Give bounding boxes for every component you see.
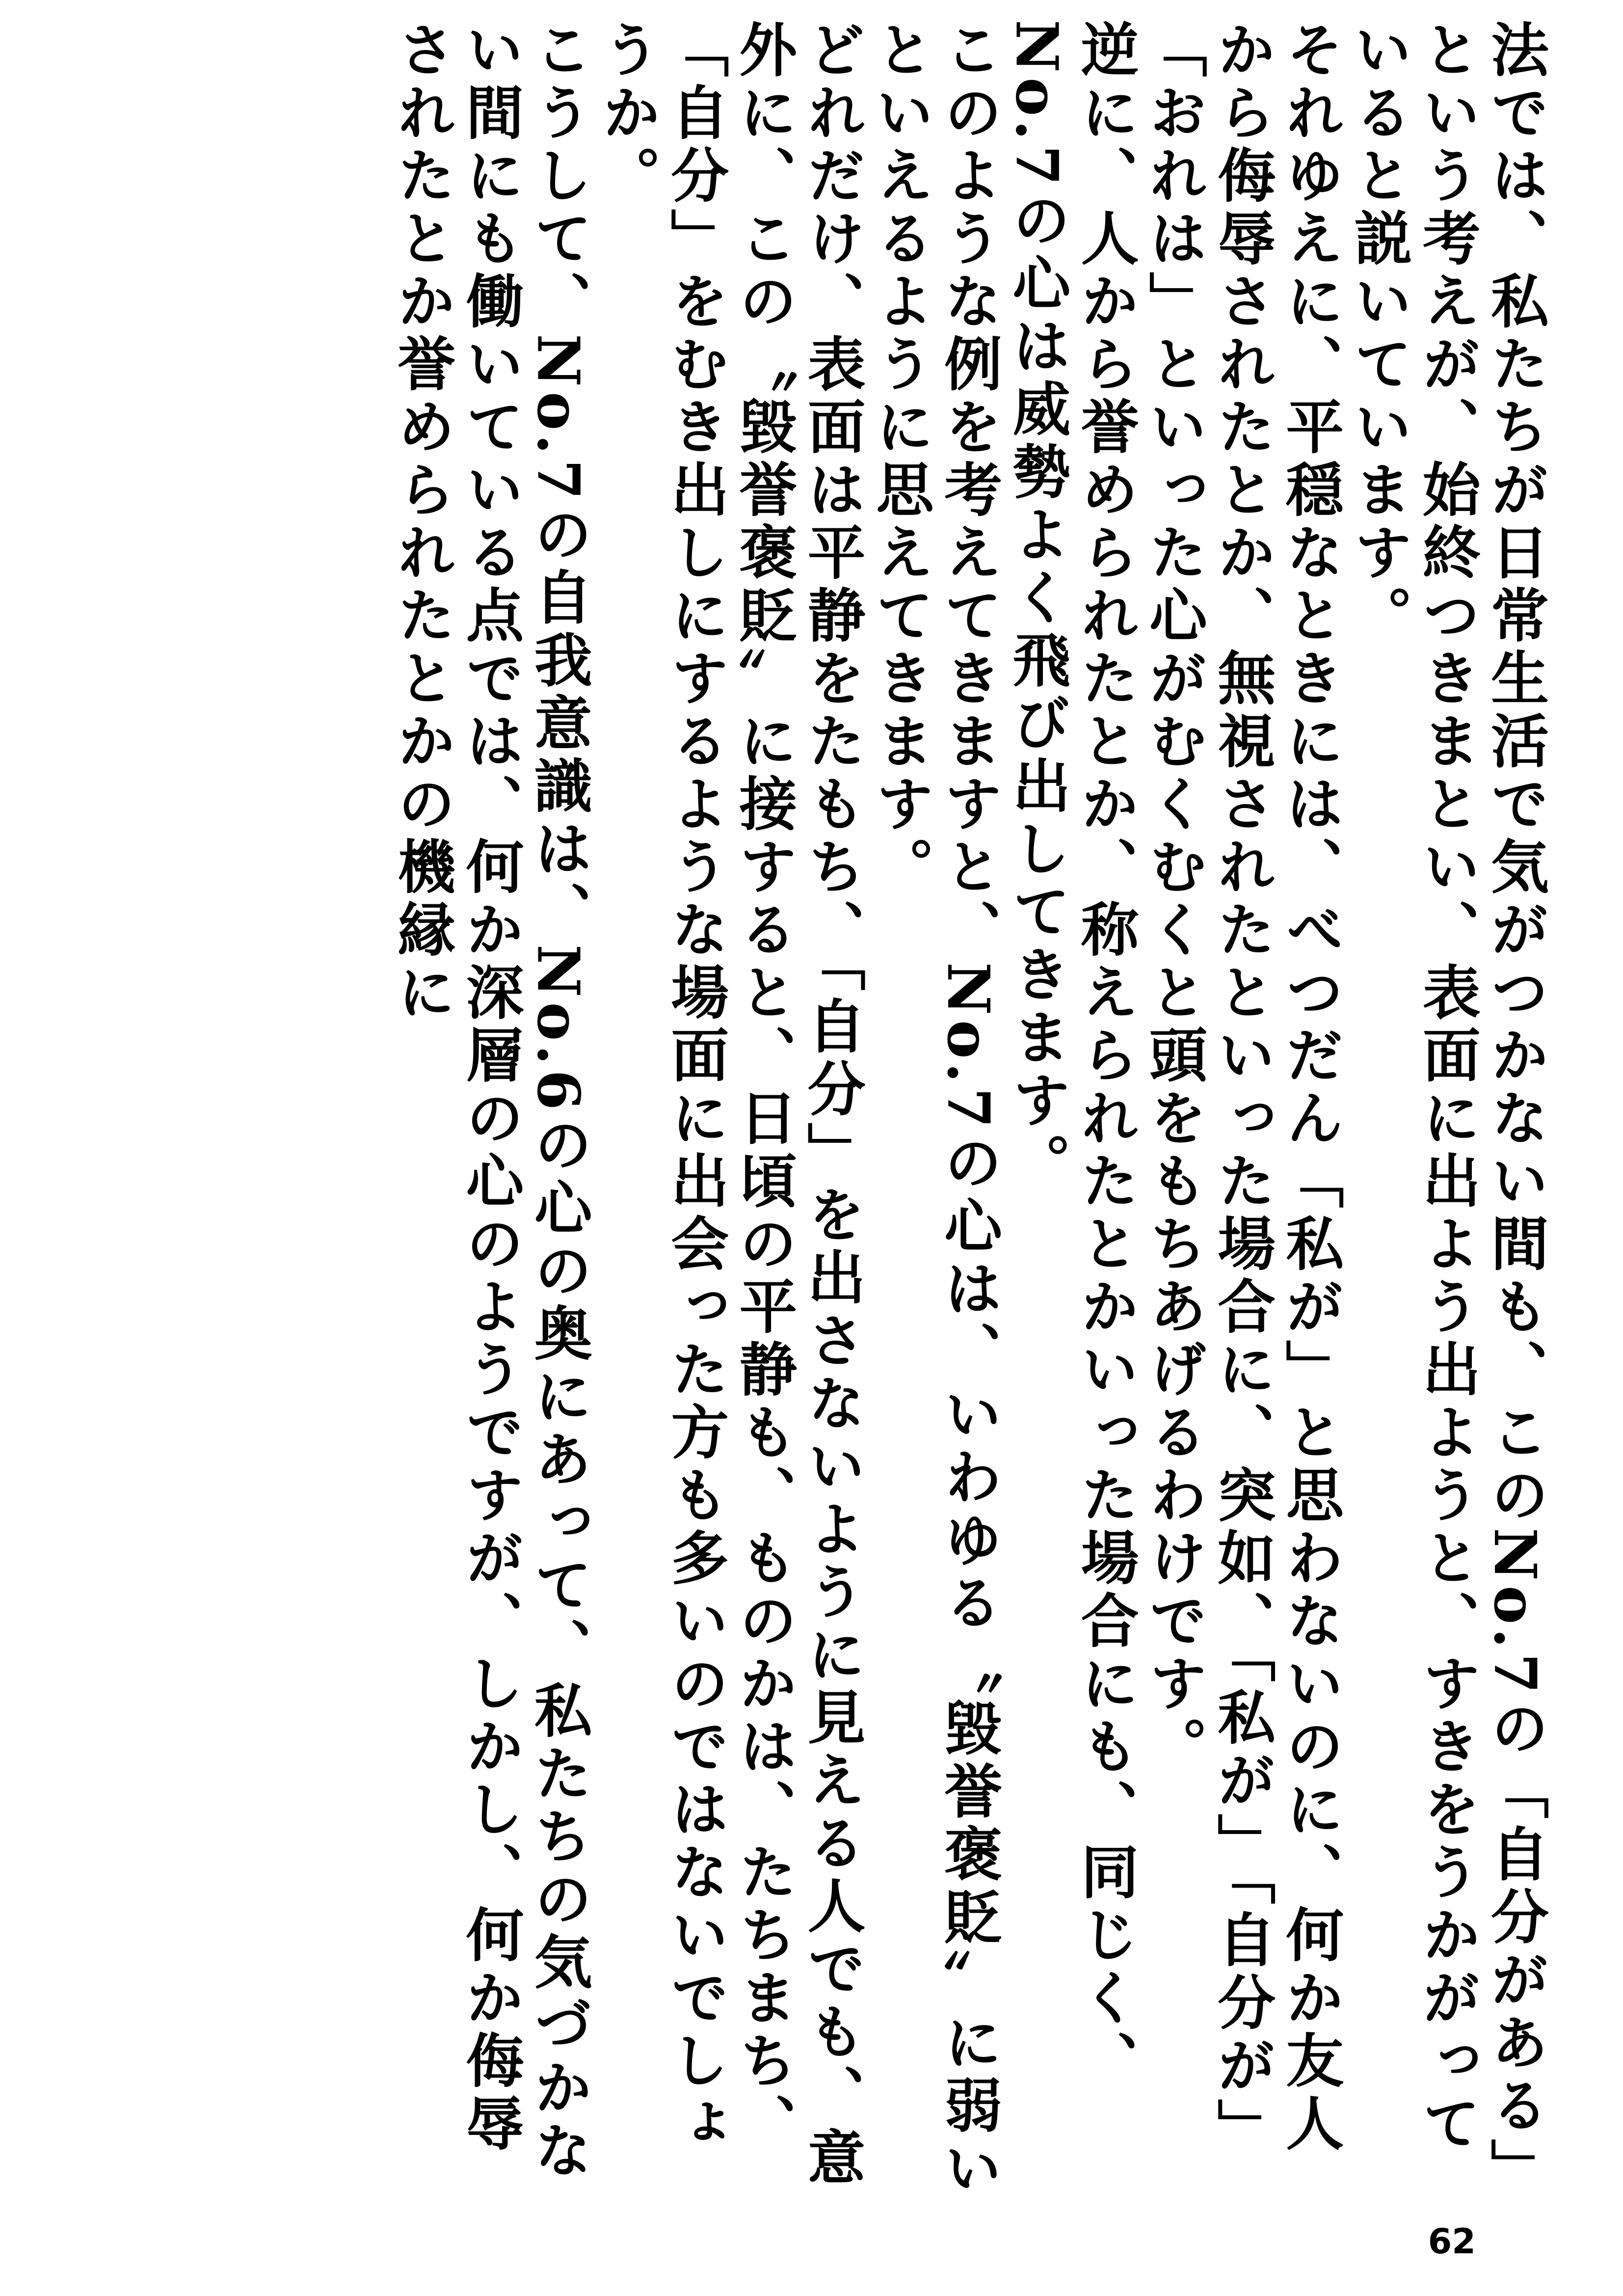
paragraph: 逆に、人から誉められたとか、称えられたとかいった場合にも、同じく、No.7の心は威勢よく飛び出してきます。 [1003, 20, 1140, 2093]
paragraph: どれだけ、表面は平静をたもち、「自分」を出さないように見える人でも、意外に、この〝毀誉褒貶〟に接すると、日頃の平静も、ものかは、たちまち、「自分」をむき出しにするような場面に出会った方も多いのではないでしょうか。 [592, 20, 866, 2190]
paragraph: 法では、私たちが日常生活で気がつかない間も、このNo.7の「自分がある」という考えが、始終つきまとい、表面に出よう出ようと、すきをうかがっていると説いています。 [1344, 20, 1549, 2201]
paragraph: このような例を考えてきますと、No.7の心は、いわゆる〝毀誉褒貶〟に弱いといえるように思えてきます。 [866, 20, 1003, 2201]
page-number: 62 [1428, 2221, 1476, 2262]
vertical-body-text [388, 20, 1549, 2209]
paragraph: こうして、No.7の自我意識は、No.6の心の奥にあって、私たちの気づかない間にも働いている点では、何か深層の心のようですが、しかし、何か侮辱されたとか誉められたとかの機縁に [388, 20, 593, 2184]
paragraph: それゆえに、平穏なときには、べつだん「私が」と思わないのに、何か友人から侮辱されたとか、無視されたといった場合に、突如、「私が」「自分が」「おれは」といった心がむくむくと頭をもちあげるわけです。 [1139, 20, 1345, 2161]
